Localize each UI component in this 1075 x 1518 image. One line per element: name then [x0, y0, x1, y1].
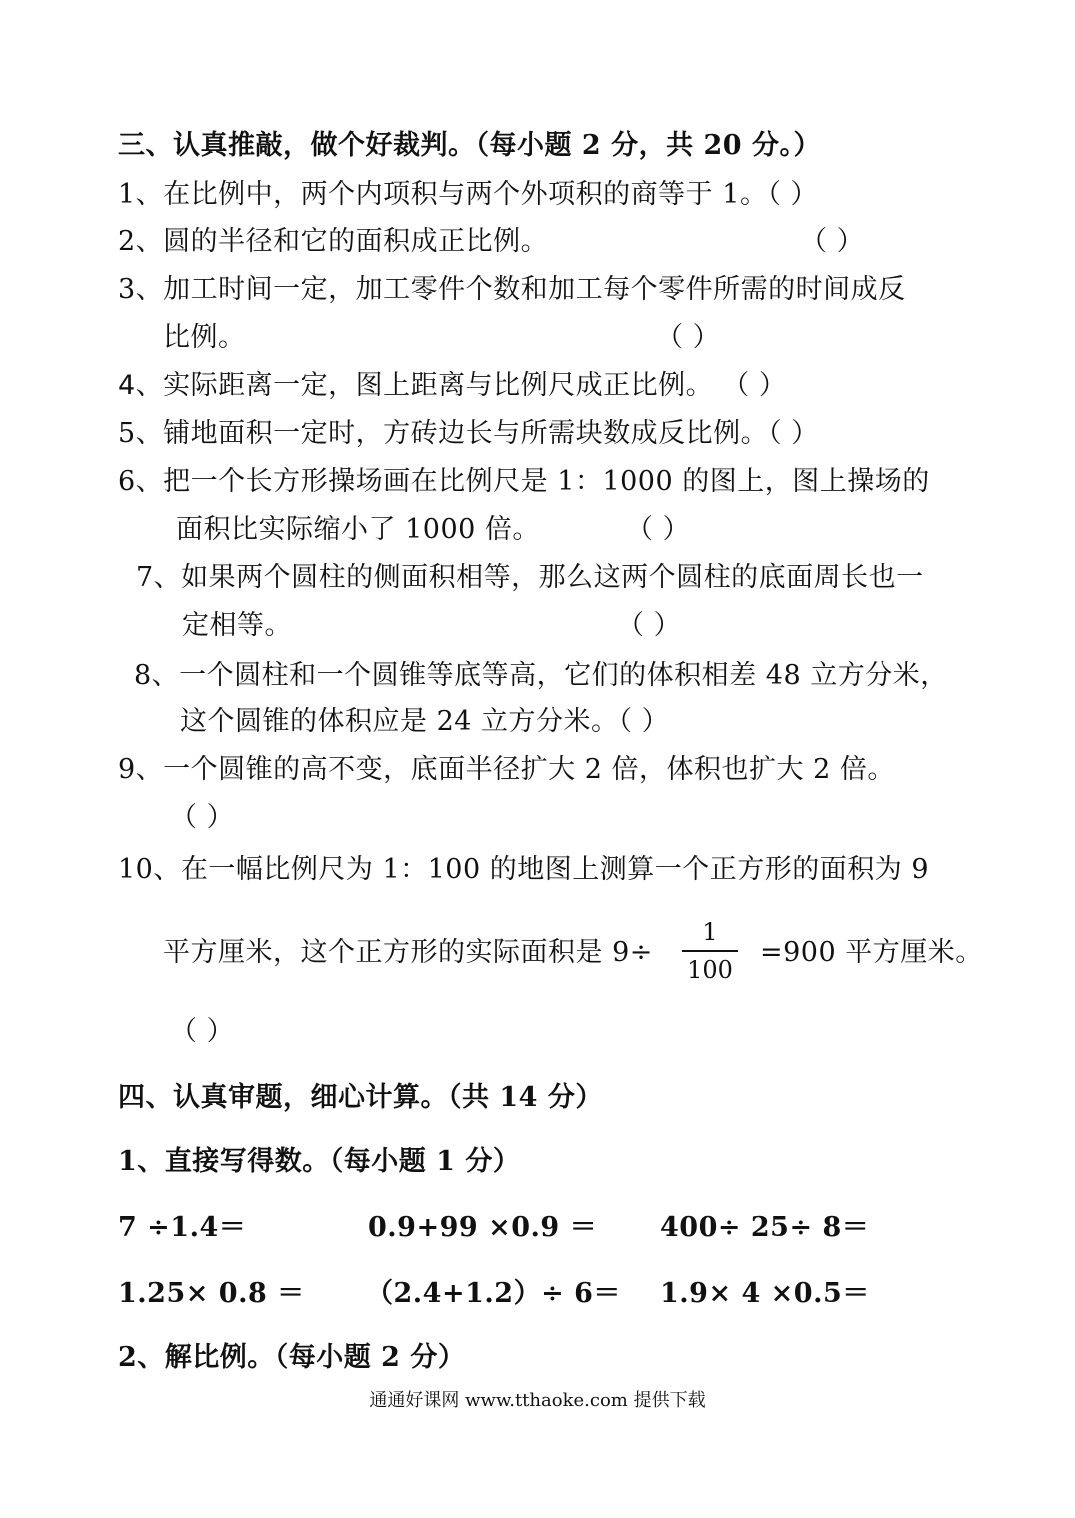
question-6-cont: 面积比实际缩小了 1000 倍。	[176, 514, 540, 545]
question-9-answer-blank: （ ）	[170, 802, 235, 833]
section-3-title: 三、认真推敲，做个好裁判。（每小题 2 分，共 20 分。）	[118, 130, 821, 161]
question-3-cont: 比例。	[163, 322, 246, 353]
question-10-result: =900 平方厘米。	[760, 937, 983, 968]
question-10: 10、在一幅比例尺为 1：100 的地图上测算一个正方形的面积为 9	[118, 854, 929, 885]
fraction-denominator: 100	[687, 956, 733, 984]
calc-row2-item1: 1.25× 0.8 ＝	[118, 1278, 305, 1309]
question-7: 7、如果两个圆柱的侧面积相等，那么这两个圆柱的底面周长也一	[136, 562, 924, 593]
question-6: 6、把一个长方形操场画在比例尺是 1：1000 的图上，图上操场的	[118, 466, 930, 497]
calc-row1-item3: 400÷ 25÷ 8＝	[660, 1212, 870, 1243]
question-9: 9、一个圆锥的高不变，底面半径扩大 2 倍，体积也扩大 2 倍。	[118, 754, 895, 785]
question-6-answer-blank: （ ）	[626, 514, 691, 545]
question-7-cont: 定相等。	[182, 610, 292, 641]
section-4-title: 四、认真审题，细心计算。（共 14 分）	[118, 1082, 603, 1113]
subsection-solve-proportion-title: 2、解比例。（每小题 2 分）	[118, 1342, 466, 1373]
fraction-bar	[682, 950, 738, 952]
question-5: 5、铺地面积一定时，方砖边长与所需块数成反比例。（ ）	[118, 418, 819, 449]
subsection-direct-calc-title: 1、直接写得数。（每小题 1 分）	[118, 1146, 521, 1177]
question-1: 1、在比例中，两个内项积与两个外项积的商等于 1。（ ）	[118, 179, 819, 210]
question-3: 3、加工时间一定，加工零件个数和加工每个零件所需的时间成反	[118, 274, 906, 305]
question-3-answer-blank: （ ）	[656, 322, 721, 353]
calc-row2-item2: （2.4+1.2）÷ 6＝	[366, 1278, 621, 1309]
page-footer: 通通好课网 www.tthaoke.com 提供下载	[369, 1390, 706, 1411]
question-10-answer-blank: （ ）	[170, 1016, 235, 1047]
question-2-answer-blank: （ ）	[800, 226, 865, 257]
calc-row1-item1: 7 ÷1.4＝	[118, 1212, 247, 1243]
question-4: 4、实际距离一定，图上距离与比例尺成正比例。 （ ）	[118, 370, 787, 401]
question-8: 8、一个圆柱和一个圆锥等底等高，它们的体积相差 48 立方分米，	[134, 660, 948, 691]
fraction-one-hundredth	[682, 916, 738, 986]
question-10-cont: 平方厘米，这个正方形的实际面积是 9÷	[163, 937, 653, 968]
calc-row2-item3: 1.9× 4 ×0.5＝	[660, 1278, 870, 1309]
question-7-answer-blank: （ ）	[617, 610, 682, 641]
calc-row1-item2: 0.9+99 ×0.9 ＝	[368, 1212, 598, 1243]
question-2: 2、圆的半径和它的面积成正比例。	[118, 226, 549, 257]
question-8-cont: 这个圆锥的体积应是 24 立方分米。（ ）	[180, 706, 670, 737]
fraction-numerator: 1	[702, 918, 718, 946]
